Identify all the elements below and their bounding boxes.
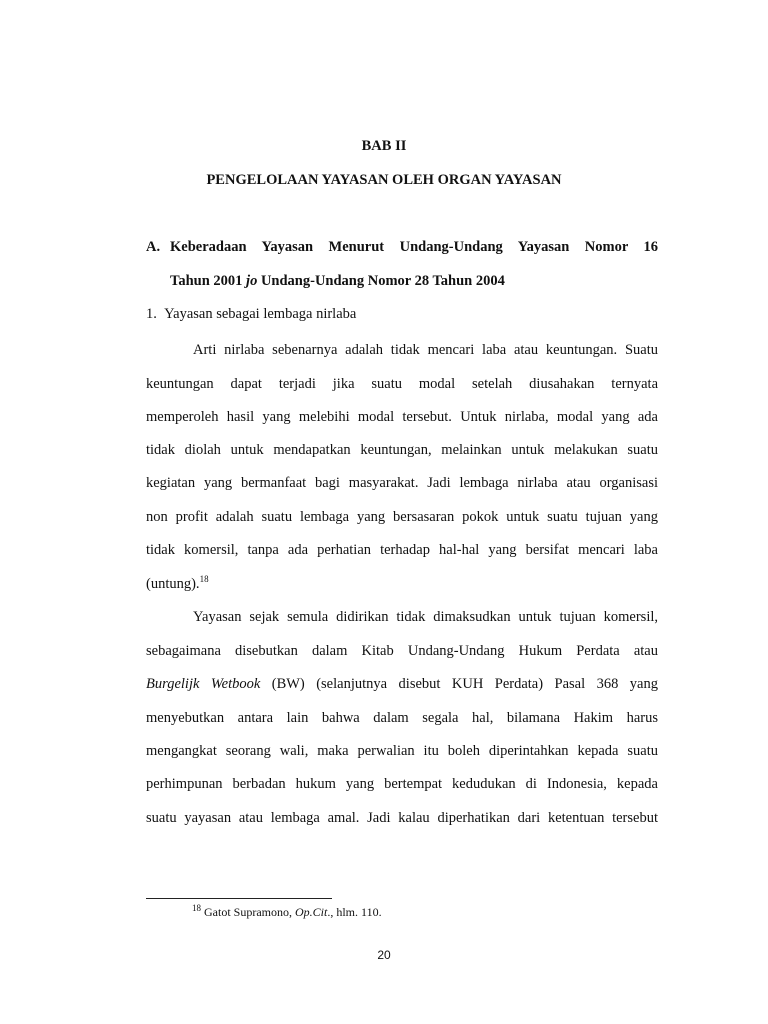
paragraph-2-line: Yayasan sejak semula didirikan tidak dimaksudkan untuk tujuan komersil, — [193, 609, 658, 625]
paragraph-2-line: sebagaimana disebutkan dalam Kitab Undang-Undang Hukum Perdata atau — [146, 643, 658, 659]
paragraph-1-line: tidak komersil, tanpa ada perhatian terhadap hal-hal yang bersifat mencari laba — [146, 542, 658, 558]
paragraph-1-line: kegiatan yang bermanfaat bagi masyarakat. Jadi lembaga nirlaba atau organisasi — [146, 475, 658, 491]
chapter-title: PENGELOLAAN YAYASAN OLEH ORGAN YAYASAN — [206, 172, 562, 188]
paragraph-1-line: memperoleh hasil yang melebihi modal tersebut. Untuk nirlaba, modal yang ada — [146, 409, 658, 425]
footnote-reference: 18 — [199, 574, 209, 585]
paragraph-1-line: tidak diolah untuk mendapatkan keuntungan, melainkan untuk melakukan suatu — [146, 442, 658, 458]
paragraph-1-line: Arti nirlaba sebenarnya adalah tidak mencari laba atau keuntungan. Suatu — [193, 342, 658, 358]
section-marker: A. — [146, 239, 161, 255]
paragraph-2-line: perhimpunan berbadan hukum yang bertempat kedudukan di Indonesia, kepada — [146, 776, 658, 792]
footnote: $^{18}$ Gatot Supramono, Op.Cit., hlm. 110. — [192, 903, 382, 919]
footnote-number: 18 — [192, 903, 201, 913]
footnote-divider — [146, 898, 332, 899]
footnote-italic: Op.Cit — [295, 905, 328, 919]
section-heading-line-2: Tahun 2001 jo Undang-Undang Nomor 28 Tahun 2004 — [170, 273, 505, 289]
paragraph-1-last-line: (untung).$^{18}$ — [146, 574, 209, 592]
chapter-heading: BAB II — [361, 138, 407, 154]
paragraph-1-line: non profit adalah suatu lembaga yang bersasaran pokok untuk suatu tujuan yang — [146, 509, 658, 525]
paragraph-1-line: keuntungan dapat terjadi jika suatu modal setelah diusahakan ternyata — [146, 376, 658, 392]
paragraph-2-line: menyebutkan antara lain bahwa dalam segala hal, bilamana Hakim harus — [146, 710, 658, 726]
page-number: 20 — [377, 948, 391, 962]
section-heading-line-1: Keberadaan Yayasan Menurut Undang-Undang Yayasan Nomor 16 — [170, 239, 658, 255]
paragraph-2-line: suatu yayasan atau lembaga amal. Jadi kalau diperhatikan dari ketentuan tersebut — [146, 810, 658, 826]
subsection-heading: 1. Yayasan sebagai lembaga nirlaba — [146, 306, 357, 322]
paragraph-2-line: mengangkat seorang wali, maka perwalian itu boleh diperintahkan kepada suatu — [146, 743, 658, 759]
italic-term: Burgelijk Wetbook — [146, 676, 261, 692]
section-heading-italic: jo — [246, 273, 258, 289]
paragraph-2-line: Burgelijk Wetbook (BW) (selanjutnya disebut KUH Perdata) Pasal 368 yang — [146, 676, 658, 692]
